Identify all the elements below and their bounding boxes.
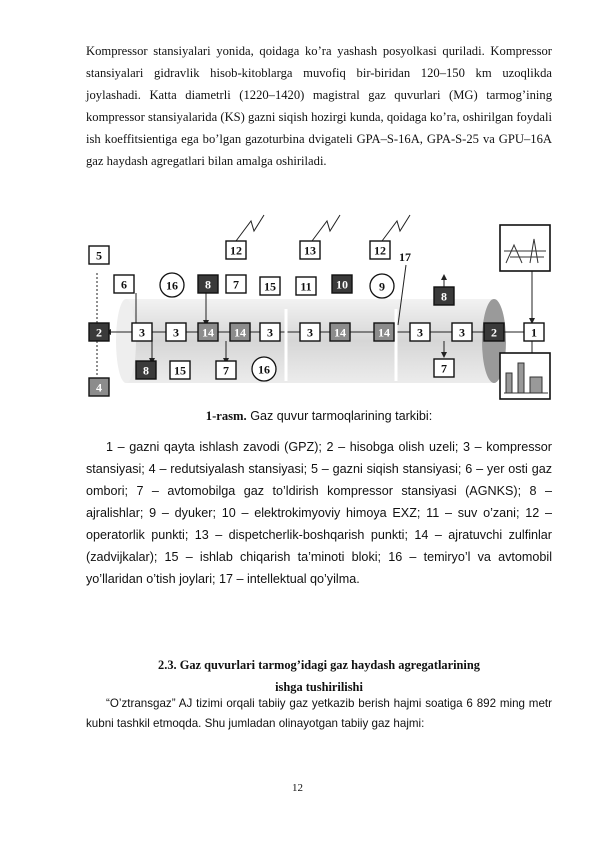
diagram-box-label-b7t: 7 bbox=[233, 277, 239, 292]
section-heading bbox=[86, 654, 552, 698]
diagram-box-label-b8r: 8 bbox=[441, 289, 447, 304]
diagram-box-label-b12b: 12 bbox=[374, 243, 386, 258]
section-heading-line2: ishga tushirilishi bbox=[275, 680, 363, 694]
diagram-box-label-b14a: 14 bbox=[202, 325, 214, 340]
diagram-circle-label-c16b: 16 bbox=[258, 362, 270, 377]
diagram-box-label-b15l: 15 bbox=[174, 363, 186, 378]
body-paragraph: “O’ztransgaz” AJ tizimi orqali tabiiy gaz yetkazib berish hajmi soatiga 6 892 ming metr kubni tashkil etmoqda. Shu jumladan olinayotgan tabiiy gaz hajmi: bbox=[86, 697, 552, 730]
figure-caption-text: Gaz quvur tarmoqlarining tarkibi: bbox=[246, 409, 433, 423]
diagram-box-label-b3a: 3 bbox=[139, 325, 145, 340]
diagram-box-label-b13: 13 bbox=[304, 243, 316, 258]
figure-caption bbox=[86, 409, 552, 424]
diagram-box-label-b2r: 2 bbox=[491, 325, 497, 340]
diagram-box-label-b3b: 3 bbox=[173, 325, 179, 340]
diagram-box-label-b8l: 8 bbox=[143, 363, 149, 378]
diagram-box-label-b15t: 15 bbox=[264, 279, 276, 294]
diagram-box-label-b3f: 3 bbox=[459, 325, 465, 340]
diagram-box-label-b7l: 7 bbox=[223, 363, 229, 378]
intro-paragraph: Kompressor stansiyalari yonida, qoidaga ko’ra yashash posyolkasi quriladi. Kompressor stansiyalari gidravlik hisob-kitoblarga muvofiq bir-biridan 120–150 km uzoqlikda joylashadi. Katta diametrli (1220–1420) magistral gaz quvurlari (MG) tarmog’ining kompressor stansiyalarida (KS) gazni siqish hozirgi kunda, qoidaga ko’ra, oshirilgan foydali ish koeffitsientiga ega bo’lgan gazoturbina dvigateli GPA–S-16A, GPA-S-25 va GPU–16A gaz haydash agregatlari bilan amalga oshiriladi. bbox=[86, 44, 552, 168]
label-17: 17 bbox=[399, 250, 411, 264]
refinery-picture bbox=[500, 353, 550, 399]
figure-legend: 1 – gazni qayta ishlash zavodi (GPZ); 2 – hisobga olish uzeli; 3 – kompressor stansiyasi; 4 – redutsiyalash stansiyasi; 5 – gazni siqish stansiyasi; 6 – yer osti gaz ombori; 7 – avtomobilga gaz to’ldirish kompressor stansiyasi (AGNKS); 8 – ajralishlar; 9 – dyuker; 10 – elektrokimyoviy himoya EXZ; 11 – suv o’zani; 12 – operatorlik punkti; 13 – dispetcherlik-boshqarish punkti; 14 – ajratuvchi zulfinlar (zadvijkalar); 15 – ishlab chiqarish ta’minoti bloki; 16 – temiryo’l va avtomobil yo’llaridan o’tish joylari; 17 – intellektual qo’yilma. bbox=[86, 440, 552, 586]
diagram-box-label-b12a: 12 bbox=[230, 243, 242, 258]
gas-plant-picture bbox=[500, 225, 550, 271]
diagram-box-label-b8t: 8 bbox=[205, 277, 211, 292]
figure-label: 1-rasm. bbox=[205, 409, 247, 423]
diagram-box-label-b14c: 14 bbox=[334, 325, 346, 340]
diagram-box-label-b5: 5 bbox=[96, 248, 102, 263]
diagram-box-label-b6: 6 bbox=[121, 277, 127, 292]
diagram-box-label-b14b: 14 bbox=[234, 325, 246, 340]
diagram-box-label-b3d: 3 bbox=[307, 325, 313, 340]
diagram-box-label-b2l: 2 bbox=[96, 325, 102, 340]
diagram-circle-label-c9: 9 bbox=[379, 279, 385, 294]
section-heading-line1: 2.3. Gaz quvurlari tarmog’idagi gaz haydash agregatlarining bbox=[158, 658, 480, 672]
diagram-box-label-b10: 10 bbox=[336, 277, 348, 292]
diagram-box-label-b7r: 7 bbox=[441, 361, 447, 376]
diagram-box-label-b1: 1 bbox=[531, 325, 537, 340]
diagram-box-label-b4: 4 bbox=[96, 380, 102, 395]
diagram-box-label-b14d: 14 bbox=[378, 325, 390, 340]
diagram-box-label-b11: 11 bbox=[300, 279, 312, 294]
diagram-box-label-b3e: 3 bbox=[417, 325, 423, 340]
gas-pipeline-diagram bbox=[86, 213, 554, 403]
page-number: 12 bbox=[292, 782, 303, 794]
diagram-box-label-b3c: 3 bbox=[267, 325, 273, 340]
diagram-circle-label-c16a: 16 bbox=[166, 278, 178, 293]
